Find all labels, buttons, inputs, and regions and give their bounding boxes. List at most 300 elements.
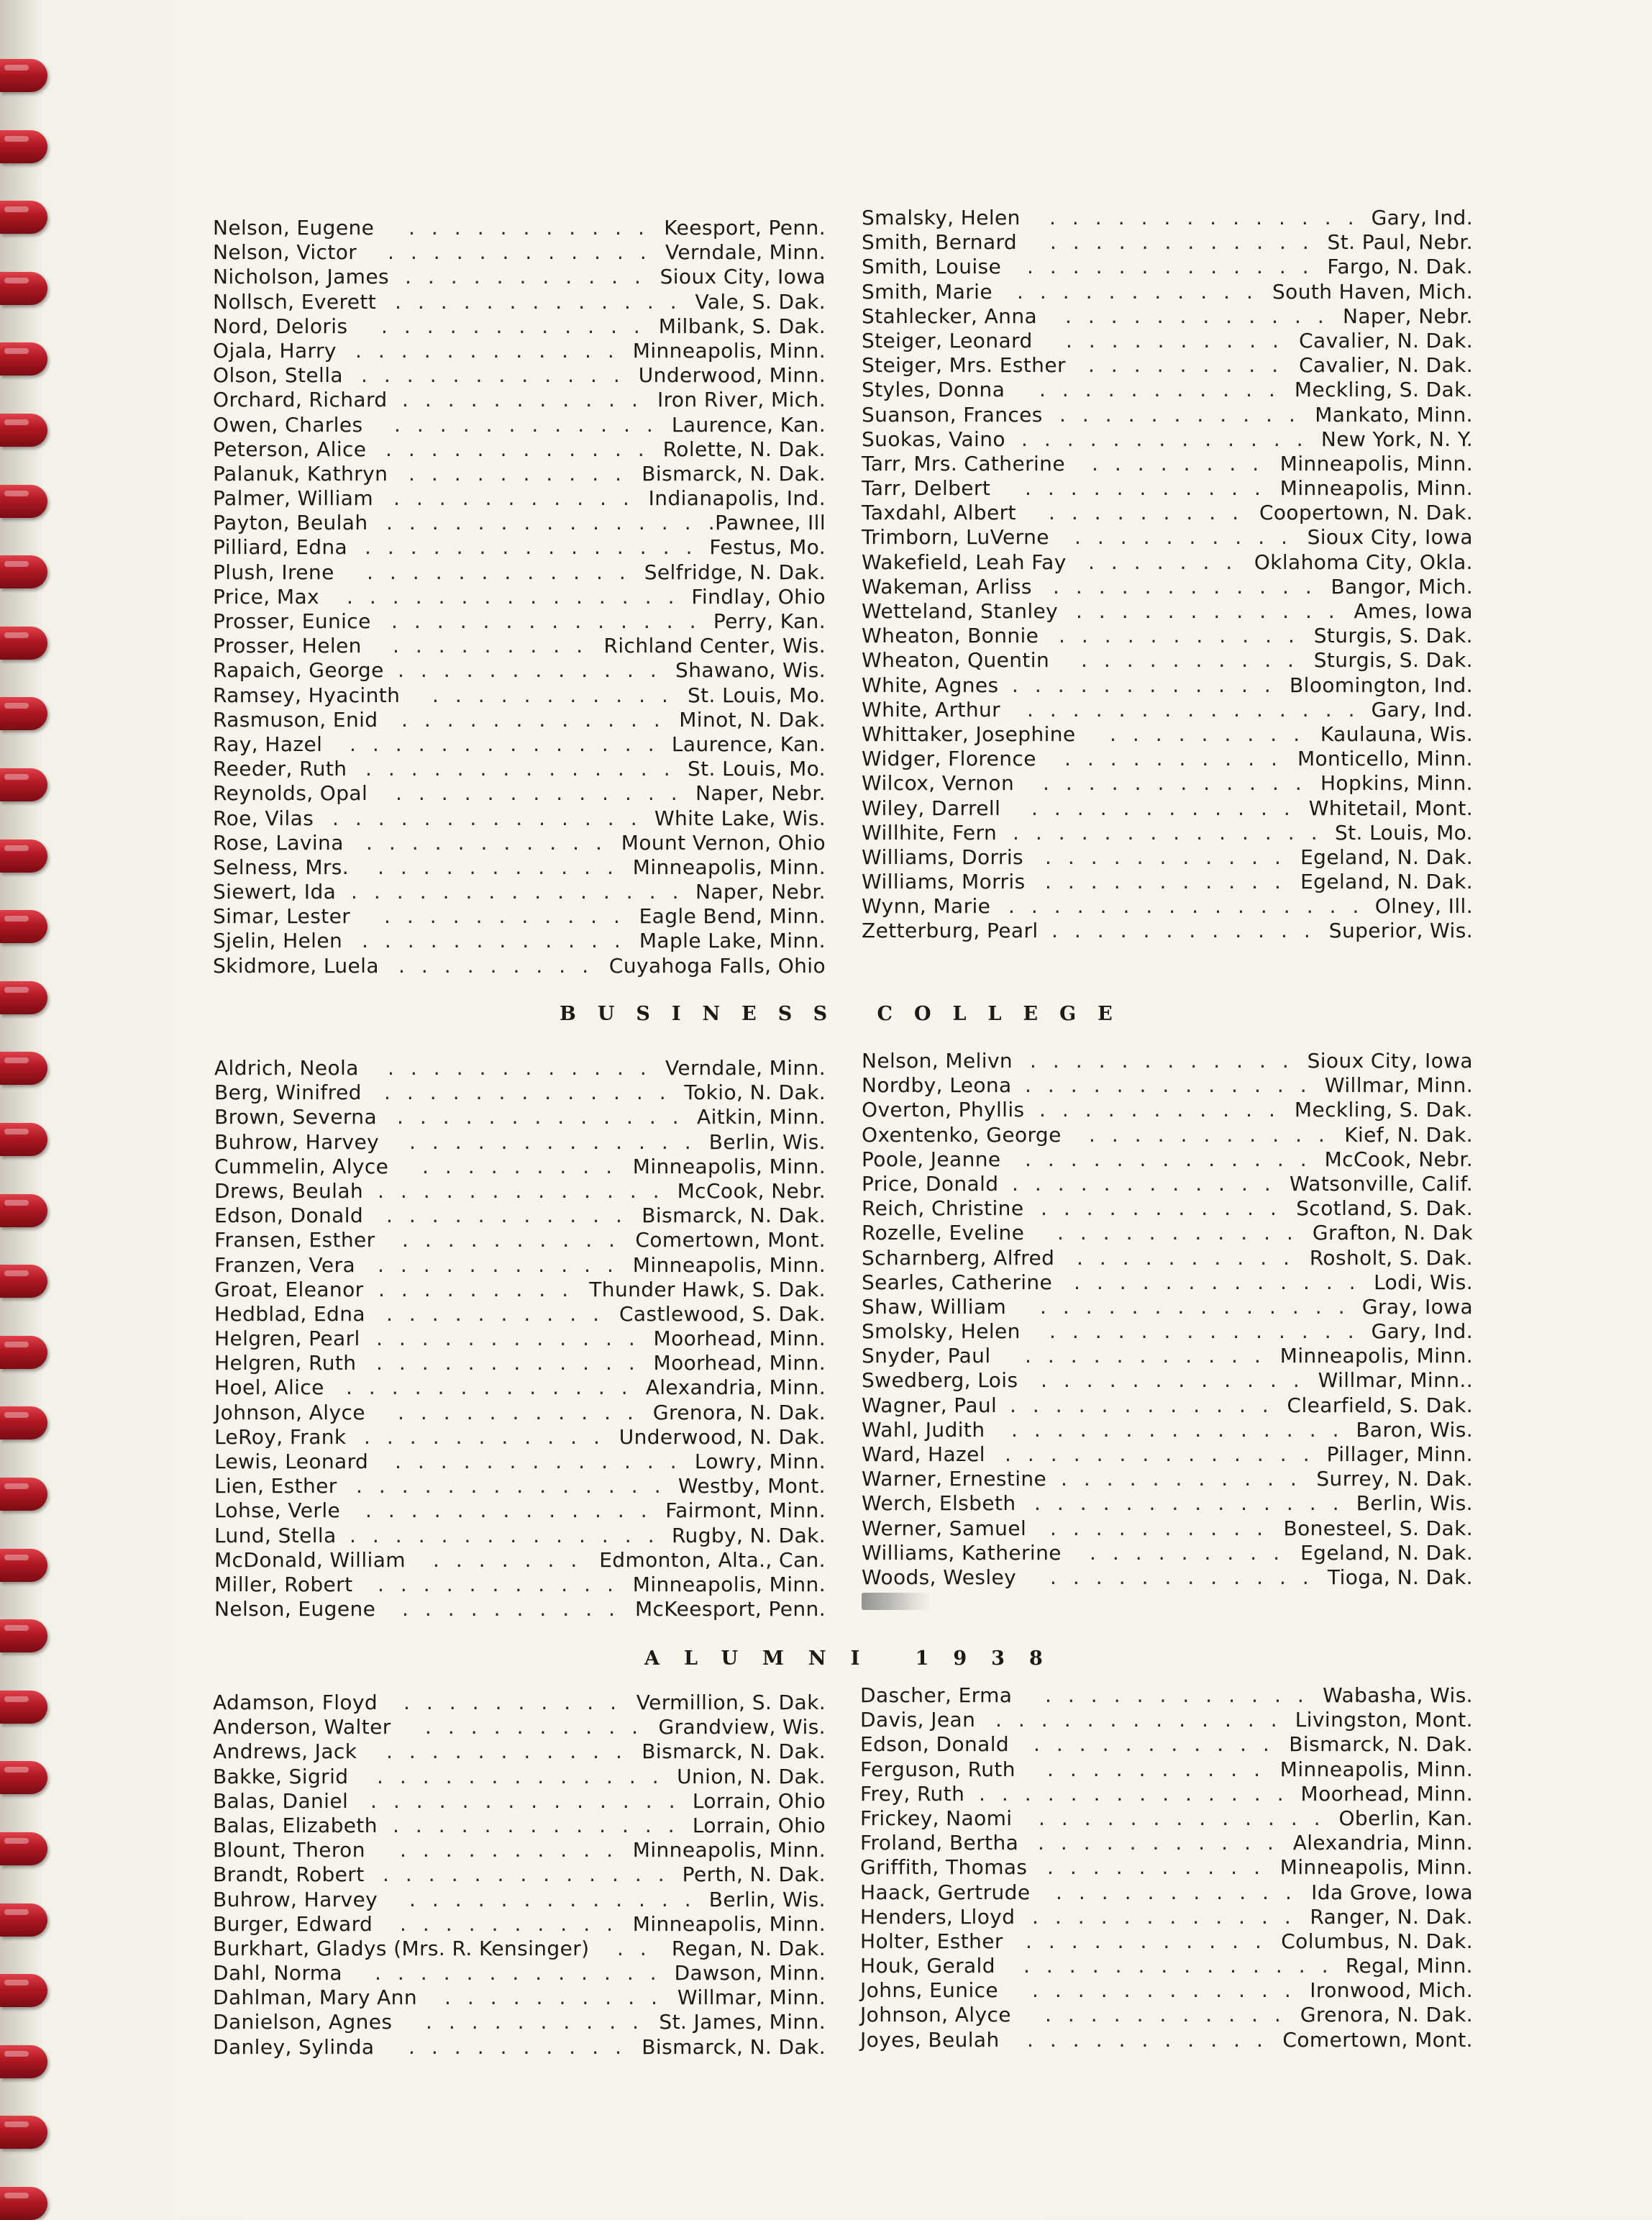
leader-dots: ........... xyxy=(384,904,636,929)
leader-dots: ......... xyxy=(1110,722,1317,746)
entry-place: McKeesport, Penn. xyxy=(634,1597,826,1621)
directory-entry xyxy=(860,1855,1473,1880)
leader-dots: ............. xyxy=(396,781,694,806)
leader-dots: ........... xyxy=(393,486,646,511)
entry-name: Warner, Ernestine xyxy=(862,1467,1047,1491)
directory-column-alumni-left xyxy=(213,1691,826,2060)
leader-dots: ......... xyxy=(398,953,606,978)
leader-dots: .............. xyxy=(386,511,708,535)
entry-name: Willhite, Fern xyxy=(862,820,998,845)
entry-place: Thunder Hawk, S. Dak. xyxy=(589,1277,826,1301)
entry-name: Smith, Bernard xyxy=(862,230,1018,255)
leader-dots: ............ xyxy=(1053,574,1328,599)
leader-dots: .............. xyxy=(365,757,687,781)
leader-dots: ............... xyxy=(1011,1417,1356,1442)
leader-dots: ............. xyxy=(409,1887,708,1911)
entry-name: Houk, Gerald xyxy=(860,1954,995,1978)
entry-place: Coopertown, N. Dak. xyxy=(1259,501,1473,525)
directory-entry xyxy=(213,363,826,388)
entry-place: Cavalier, N. Dak. xyxy=(1299,353,1473,378)
entry-name: Reich, Christine xyxy=(862,1196,1024,1221)
binding-ring xyxy=(0,555,47,588)
entry-name: Franzen, Vera xyxy=(214,1252,356,1277)
directory-entry xyxy=(860,1732,1473,1757)
entry-place: Underwood, N. Dak. xyxy=(619,1424,826,1449)
ink-smudge xyxy=(862,1593,931,1610)
directory-entry xyxy=(213,683,826,708)
binding-ring xyxy=(0,485,47,518)
directory-entry xyxy=(862,1418,1473,1442)
leader-dots: .............. xyxy=(350,1523,671,1547)
entry-place: Fargo, N. Dak. xyxy=(1327,255,1473,279)
directory-entry xyxy=(213,904,826,929)
entry-name: Balas, Daniel xyxy=(213,1788,349,1813)
leader-dots: ........... xyxy=(1027,2027,1279,2052)
directory-entry xyxy=(214,1179,826,1204)
entry-place: Comertown, Mont. xyxy=(635,1228,826,1252)
directory-entry xyxy=(862,280,1473,304)
leader-dots: ............. xyxy=(384,1081,683,1105)
directory-entry xyxy=(860,1978,1473,2003)
entry-name: Prosser, Helen xyxy=(213,634,362,658)
entry-name: Holter, Esther xyxy=(860,1929,1003,1953)
entry-place: Dawson, Minn. xyxy=(674,1961,826,1985)
entry-name: Burkhart, Gladys (Mrs. R. Kensinger) xyxy=(213,1936,590,1960)
entry-place: Moorhead, Minn. xyxy=(653,1327,826,1351)
binding-ring xyxy=(0,1123,47,1156)
entry-place: Bismarck, N. Dak. xyxy=(642,1739,826,1764)
leader-dots: ............... xyxy=(347,584,691,609)
entry-place: Ida Grove, Iowa xyxy=(1311,1880,1473,1904)
entry-place: New York, N. Y. xyxy=(1320,427,1473,451)
directory-entry xyxy=(214,1498,826,1523)
leader-dots: ............ xyxy=(1041,1368,1316,1393)
entry-place: Rosholt, S. Dak. xyxy=(1309,1245,1473,1270)
binding-ring xyxy=(0,201,47,234)
entry-name: Haack, Gertrude xyxy=(860,1880,1031,1904)
entry-place: Union, N. Dak. xyxy=(677,1764,826,1788)
entry-place: Minneapolis, Minn. xyxy=(632,1572,826,1596)
entry-place: Richland Center, Wis. xyxy=(603,634,826,658)
entry-name: Nelson, Melivn xyxy=(862,1049,1013,1073)
directory-entry xyxy=(862,845,1473,870)
directory-entry xyxy=(860,2028,1473,2052)
leader-dots: ........... xyxy=(1038,1831,1290,1855)
directory-entry xyxy=(213,954,826,978)
directory-entry xyxy=(862,1073,1473,1098)
leader-dots: ............ xyxy=(376,1351,652,1375)
leader-dots: ........... xyxy=(386,1204,639,1228)
entry-place: Cavalier, N. Dak. xyxy=(1299,328,1473,352)
entry-place: Gray, Iowa xyxy=(1361,1294,1473,1319)
directory-entry xyxy=(862,1270,1473,1295)
entry-place: Moorhead, Minn. xyxy=(653,1351,826,1375)
entry-name: Drews, Beulah xyxy=(214,1178,364,1203)
entry-place: Minneapolis, Minn. xyxy=(632,1838,826,1862)
leader-dots: ............. xyxy=(397,1105,695,1129)
entry-name: Griffith, Thomas xyxy=(860,1855,1028,1880)
entry-name: Lund, Stella xyxy=(214,1523,337,1547)
entry-place: Tioga, N. Dak. xyxy=(1327,1565,1473,1589)
entry-place: Bonesteel, S. Dak. xyxy=(1283,1516,1473,1540)
leader-dots: ............ xyxy=(367,560,642,584)
directory-entry xyxy=(862,1221,1473,1245)
entry-name: Lien, Esther xyxy=(214,1474,337,1498)
entry-name: Lewis, Leonard xyxy=(214,1450,369,1473)
directory-entry xyxy=(214,1155,826,1179)
entry-place: Minneapolis, Minn. xyxy=(1279,1344,1473,1368)
leader-dots: ............. xyxy=(346,1375,644,1400)
leader-dots: .......... xyxy=(1050,1516,1280,1540)
entry-place: Bangor, Mich. xyxy=(1331,574,1473,599)
entry-place: St. Louis, Mo. xyxy=(1334,820,1473,845)
leader-dots: ......... xyxy=(378,1277,585,1301)
directory-entry xyxy=(862,1123,1473,1147)
directory-entry xyxy=(213,265,826,289)
entry-place: Minneapolis, Minn. xyxy=(632,1911,826,1936)
entry-name: Davis, Jean xyxy=(860,1708,976,1732)
binding-ring xyxy=(0,414,47,447)
entry-place: White Lake, Wis. xyxy=(654,806,826,830)
entry-place: Baron, Wis. xyxy=(1356,1417,1473,1442)
entry-name: Suokas, Vaino xyxy=(862,427,1005,451)
directory-entry xyxy=(213,216,826,240)
leader-dots: ............ xyxy=(362,929,637,953)
entry-place: Gary, Ind. xyxy=(1371,697,1473,722)
leader-dots: ............. xyxy=(377,1764,675,1788)
entry-name: Reynolds, Opal xyxy=(213,781,368,806)
spiral-binding xyxy=(0,0,58,2219)
entry-place: Ranger, N. Dak. xyxy=(1310,1904,1473,1929)
entry-name: Wagner, Paul xyxy=(862,1393,998,1417)
directory-entry xyxy=(213,2010,826,2034)
directory-entry xyxy=(214,1548,826,1573)
entry-place: Underwood, Minn. xyxy=(638,363,826,388)
directory-entry xyxy=(213,806,826,831)
directory-entry xyxy=(862,476,1473,501)
directory-entry xyxy=(213,855,826,880)
leader-dots: ........... xyxy=(409,216,661,240)
leader-dots: .............. xyxy=(979,1781,1300,1806)
leader-dots: .......... xyxy=(409,2034,639,2059)
directory-entry xyxy=(862,1491,1473,1516)
directory-entry xyxy=(214,1425,826,1450)
directory-entry xyxy=(862,599,1473,624)
entry-place: Lowry, Minn. xyxy=(694,1450,826,1473)
leader-dots: .......... xyxy=(402,1597,632,1621)
directory-entry xyxy=(213,437,826,462)
entry-place: Meckling, S. Dak. xyxy=(1294,378,1473,402)
entry-place: Olney, Ill. xyxy=(1374,894,1473,919)
entry-place: Laurence, Kan. xyxy=(671,412,826,437)
binding-ring xyxy=(0,1406,47,1439)
entry-place: Kaulauna, Wis. xyxy=(1320,722,1473,746)
entry-place: Aitkin, Minn. xyxy=(697,1105,826,1129)
entry-name: Johnson, Alyce xyxy=(214,1400,365,1424)
entry-name: Dascher, Erma xyxy=(860,1683,1013,1707)
binding-ring xyxy=(0,768,47,801)
binding-ring xyxy=(0,2116,47,2149)
binding-ring xyxy=(0,130,47,163)
leader-dots: ......... xyxy=(1049,501,1256,525)
leader-dots: ............ xyxy=(394,412,670,437)
leader-dots: ............ xyxy=(1012,1171,1287,1196)
leader-dots: ........... xyxy=(1017,279,1269,304)
entry-place: Indianapolis, Ind. xyxy=(648,486,826,511)
directory-entry xyxy=(213,1691,826,1715)
entry-name: Poole, Jeanne xyxy=(862,1147,1001,1171)
binding-ring xyxy=(0,1194,47,1227)
leader-dots: ........... xyxy=(378,1252,630,1277)
entry-place: .Pawnee, Ill xyxy=(708,511,826,535)
leader-dots: ............ xyxy=(1065,304,1341,328)
entry-place: Oberlin, Kan. xyxy=(1338,1806,1473,1830)
entry-name: Owen, Charles xyxy=(213,412,363,437)
directory-entry xyxy=(860,1954,1473,1978)
entry-name: Dahlman, Mary Ann xyxy=(213,1985,417,2010)
entry-place: Naper, Nebr. xyxy=(695,781,826,806)
entry-place: Lodi, Wis. xyxy=(1374,1270,1473,1294)
directory-entry xyxy=(214,1105,826,1129)
leader-dots: .......... xyxy=(1064,747,1295,771)
entry-name: Edson, Donald xyxy=(214,1204,364,1228)
directory-entry xyxy=(862,1098,1473,1122)
entry-place: Berlin, Wis. xyxy=(1356,1491,1473,1516)
entry-name: Woods, Wesley xyxy=(862,1565,1017,1589)
entry-name: Steiger, Leonard xyxy=(862,328,1033,352)
leader-dots: .......... xyxy=(444,1985,675,2010)
entry-name: Hoel, Alice xyxy=(214,1375,324,1400)
directory-entry xyxy=(213,732,826,757)
entry-place: Comertown, Mont. xyxy=(1282,2027,1473,2052)
leader-dots: ....... xyxy=(1088,550,1249,574)
entry-name: Buhrow, Harvey xyxy=(213,1887,378,1911)
binding-ring xyxy=(0,1619,47,1652)
entry-name: Roe, Vilas xyxy=(213,806,314,830)
directory-entry xyxy=(862,1319,1473,1344)
leader-dots: .......... xyxy=(400,1911,630,1936)
leader-dots: ........... xyxy=(1026,1929,1278,1953)
entry-place: Minneapolis, Minn. xyxy=(1279,451,1473,476)
binding-ring xyxy=(0,910,47,943)
entry-place: Egeland, N. Dak. xyxy=(1300,845,1473,869)
directory-column-top-right xyxy=(862,206,1473,944)
binding-ring xyxy=(0,1761,47,1794)
entry-name: Steiger, Mrs. Esther xyxy=(862,353,1066,378)
directory-entry xyxy=(214,1375,826,1400)
entry-name: Williams, Dorris xyxy=(862,845,1023,869)
binding-ring xyxy=(0,1903,47,1937)
leader-dots: .......... xyxy=(402,1228,632,1252)
directory-entry xyxy=(213,535,826,560)
leader-dots: ........... xyxy=(364,1424,616,1449)
leader-dots: ........... xyxy=(1056,1880,1308,1904)
entry-place: McCook, Nebr. xyxy=(1324,1147,1473,1171)
entry-name: Burger, Edward xyxy=(213,1911,373,1936)
entry-place: Monticello, Minn. xyxy=(1297,747,1473,771)
entry-name: Werner, Samuel xyxy=(862,1516,1027,1540)
directory-entry xyxy=(862,1196,1473,1221)
binding-ring xyxy=(0,1974,47,2007)
entry-place: Alexandria, Minn. xyxy=(1292,1831,1473,1855)
entry-place: Ironwood, Mich. xyxy=(1310,1978,1473,2003)
directory-entry xyxy=(214,1450,826,1474)
directory-entry xyxy=(860,1806,1473,1831)
entry-name: Nelson, Eugene xyxy=(213,216,375,240)
directory-entry xyxy=(862,230,1473,255)
entry-place: Grenora, N. Dak. xyxy=(1300,2003,1473,2027)
entry-name: Frey, Ruth xyxy=(860,1781,965,1806)
leader-dots: .. xyxy=(617,1936,663,1960)
leader-dots: ............. xyxy=(383,1862,681,1887)
leader-dots: .............. xyxy=(1049,206,1371,229)
leader-dots: .............. xyxy=(1049,1319,1371,1344)
entry-name: Nelson, Victor xyxy=(213,240,357,265)
directory-entry xyxy=(862,648,1473,673)
leader-dots: ............... xyxy=(351,880,695,904)
entry-name: Hedblad, Edna xyxy=(214,1301,365,1326)
leader-dots: ............ xyxy=(1031,796,1307,820)
entry-place: Meckling, S. Dak. xyxy=(1294,1098,1473,1122)
entry-name: Brown, Severna xyxy=(214,1105,378,1129)
entry-place: Keesport, Penn. xyxy=(664,216,826,240)
leader-dots: .............. xyxy=(1013,820,1334,845)
entry-name: Overton, Phyllis xyxy=(862,1098,1025,1122)
directory-entry xyxy=(213,781,826,806)
directory-column-alumni-right xyxy=(860,1683,1473,2052)
binding-ring xyxy=(0,697,47,730)
entry-name: Tarr, Delbert xyxy=(862,476,991,501)
directory-entry xyxy=(862,771,1473,796)
directory-entry xyxy=(860,1880,1473,1905)
entry-place: Perth, N. Dak. xyxy=(682,1862,826,1887)
leader-dots: ........... xyxy=(1041,1196,1293,1221)
leader-dots: ............ xyxy=(1010,1393,1285,1417)
directory-entry xyxy=(213,413,826,437)
leader-dots: ............ xyxy=(1076,599,1351,623)
entry-place: South Haven, Mich. xyxy=(1272,279,1473,304)
entry-place: Naper, Nebr. xyxy=(695,880,826,904)
leader-dots: .......... xyxy=(1074,525,1305,550)
entry-name: Lohse, Verle xyxy=(214,1498,341,1523)
entry-name: Henders, Lloyd xyxy=(860,1904,1016,1929)
directory-entry xyxy=(213,708,826,732)
binding-ring xyxy=(0,981,47,1014)
entry-name: Groat, Eleanor xyxy=(214,1277,364,1301)
entry-place: St. Louis, Mo. xyxy=(687,683,826,707)
entry-name: Snyder, Paul xyxy=(862,1344,991,1368)
leader-dots: ........... xyxy=(1045,870,1297,894)
entry-name: Skidmore, Luela xyxy=(213,953,379,978)
directory-entry xyxy=(862,378,1473,402)
entry-place: Sioux City, Iowa xyxy=(660,265,826,289)
directory-entry xyxy=(213,388,826,412)
directory-entry xyxy=(862,1295,1473,1319)
entry-place: Willmar, Minn. xyxy=(1324,1073,1473,1098)
entry-name: Werch, Elsbeth xyxy=(862,1491,1016,1516)
entry-place: Clearfield, S. Dak. xyxy=(1287,1393,1473,1417)
entry-place: Regal, Minn. xyxy=(1345,1954,1473,1978)
directory-entry xyxy=(214,1401,826,1425)
entry-name: Ward, Hazel xyxy=(862,1442,985,1466)
leader-dots: ........... xyxy=(398,1400,650,1424)
directory-entry xyxy=(862,673,1473,698)
directory-entry xyxy=(214,1081,826,1105)
entry-place: Lorrain, Ohio xyxy=(692,1788,826,1813)
entry-place: Rugby, N. Dak. xyxy=(671,1523,826,1547)
directory-entry xyxy=(214,1524,826,1548)
entry-place: Westby, Mont. xyxy=(677,1474,826,1498)
leader-dots: ........... xyxy=(1059,624,1311,648)
directory-entry xyxy=(862,1246,1473,1270)
leader-dots: ......... xyxy=(1088,353,1295,378)
directory-entry xyxy=(213,339,826,363)
leader-dots: ............ xyxy=(1043,771,1318,796)
directory-column-business-left xyxy=(214,1056,826,1621)
binding-ring xyxy=(0,2045,47,2078)
leader-dots: ............. xyxy=(393,1813,691,1837)
binding-ring xyxy=(0,272,47,305)
directory-entry xyxy=(862,525,1473,550)
entry-name: Wakefield, Leah Fay xyxy=(862,550,1067,574)
directory-entry xyxy=(213,634,826,658)
entry-name: Smolsky, Helen xyxy=(862,1319,1021,1344)
leader-dots: ............ xyxy=(1032,1978,1308,2003)
directory-entry xyxy=(862,1393,1473,1418)
leader-dots: ......... xyxy=(393,634,600,658)
entry-place: Hopkins, Minn. xyxy=(1320,771,1473,796)
leader-dots: ............. xyxy=(995,1708,1294,1732)
entry-place: Grafton, N. Dak xyxy=(1312,1221,1473,1245)
entry-place: Grandview, Wis. xyxy=(658,1715,826,1739)
entry-name: Olson, Stella xyxy=(213,363,343,388)
entry-name: Andrews, Jack xyxy=(213,1739,357,1764)
entry-place: Oklahoma City, Okla. xyxy=(1254,550,1473,574)
entry-place: Minneapolis, Minn. xyxy=(632,1154,826,1178)
entry-place: Egeland, N. Dak. xyxy=(1300,1540,1473,1565)
directory-entry xyxy=(862,698,1473,722)
leader-dots: ............ xyxy=(355,338,631,363)
directory-entry xyxy=(214,1204,826,1228)
binding-ring xyxy=(0,840,47,873)
leader-dots: .......... xyxy=(409,461,639,486)
leader-dots: .............. xyxy=(1023,1954,1345,1978)
directory-entry xyxy=(862,255,1473,279)
leader-dots: .......... xyxy=(425,1715,655,1739)
entry-name: White, Arthur xyxy=(862,697,1001,722)
leader-dots: .............. xyxy=(1005,1442,1326,1466)
directory-entry xyxy=(213,1814,826,1838)
entry-name: Palanuk, Kathryn xyxy=(213,461,388,486)
directory-entry xyxy=(860,1782,1473,1806)
entry-name: White, Agnes xyxy=(862,673,999,697)
entry-name: Taxdahl, Albert xyxy=(862,501,1016,525)
directory-entry xyxy=(862,1172,1473,1196)
leader-dots: ............ xyxy=(1045,1683,1320,1707)
entry-name: Smith, Marie xyxy=(862,279,992,304)
entry-place: Naper, Nebr. xyxy=(1342,304,1473,328)
entry-name: Helgren, Pearl xyxy=(214,1327,360,1351)
entry-name: Danielson, Agnes xyxy=(213,2010,393,2034)
entry-name: Froland, Bertha xyxy=(860,1831,1019,1855)
entry-name: Stahlecker, Anna xyxy=(862,304,1038,328)
entry-name: Ramsey, Hyacinth xyxy=(213,683,401,707)
leader-dots: ........... xyxy=(1059,402,1312,427)
entry-name: Swedberg, Lois xyxy=(862,1368,1018,1393)
entry-place: Superior, Wis. xyxy=(1328,919,1473,943)
entry-name: Williams, Morris xyxy=(862,870,1026,894)
entry-name: Searles, Catherine xyxy=(862,1270,1053,1294)
